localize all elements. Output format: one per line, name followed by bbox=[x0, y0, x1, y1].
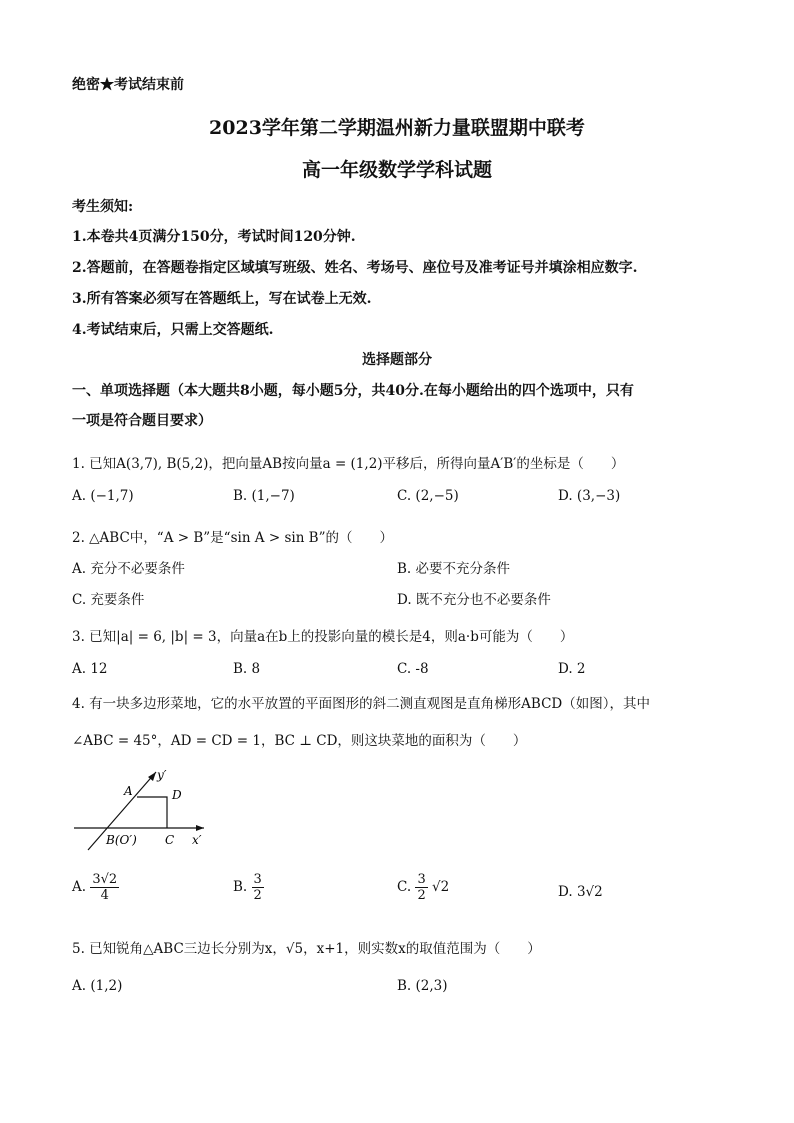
point-d-label: D bbox=[172, 788, 182, 802]
x-axis-arrow bbox=[196, 825, 204, 831]
question-4-line2: ∠ABC = 45°，AD = CD = 1，BC ⊥ CD，则这块菜地的面积为（ ） bbox=[72, 733, 527, 749]
q1-option-a: A. (−1,7) bbox=[72, 488, 134, 504]
q4-option-d-label: D. bbox=[558, 884, 573, 900]
q4-option-c-fraction bbox=[415, 872, 427, 903]
q4-option-a-denominator: 4 bbox=[100, 888, 109, 903]
q4-option-a bbox=[72, 872, 119, 903]
q4-option-b-numerator: 3 bbox=[253, 872, 262, 887]
section-title: 选择题部分 bbox=[362, 352, 432, 368]
trapezoid-figure bbox=[70, 764, 220, 854]
secret-label: 绝密★考试结束前 bbox=[72, 77, 184, 93]
notice-item-3: 3.所有答案必须写在答题纸上，写在试卷上无效. bbox=[72, 291, 372, 307]
point-c-label: C bbox=[165, 833, 175, 847]
q4-option-b bbox=[233, 872, 264, 903]
q3-option-b: B. 8 bbox=[233, 661, 261, 677]
part1-heading-line1: 一、单项选择题（本大题共8小题，每小题5分，共40分.在每小题给出的四个选项中，只有 bbox=[72, 383, 634, 399]
q3-option-d: D. 2 bbox=[558, 661, 586, 677]
q1-option-c: C. (2,−5) bbox=[397, 488, 459, 504]
q5-option-a: A. (1,2) bbox=[72, 978, 123, 994]
q2-option-d: D. 既不充分也不必要条件 bbox=[397, 592, 551, 608]
question-5: 5. 已知锐角△ABC三边长分别为x，√5，x+1，则实数x的取值范围为（ ） bbox=[72, 941, 541, 957]
point-a-label: A bbox=[124, 784, 133, 798]
q4-option-c-denominator: 2 bbox=[417, 888, 426, 903]
q1-option-d: D. (3,−3) bbox=[558, 488, 621, 504]
exam-title: 2023学年第二学期温州新力量联盟期中联考 bbox=[209, 117, 585, 139]
question-3: 3. 已知|a| = 6, |b| = 3，向量a在b上的投影向量的模长是4，则a·b可能为（ ） bbox=[72, 629, 574, 645]
q4-option-a-fraction bbox=[90, 872, 119, 903]
q1-option-b: B. (1,−7) bbox=[233, 488, 295, 504]
q5-option-b: B. (2,3) bbox=[397, 978, 448, 994]
exam-subtitle: 高一年级数学学科试题 bbox=[301, 159, 492, 181]
notice-item-1: 1.本卷共4页满分150分，考试时间120分钟. bbox=[72, 229, 356, 245]
q2-option-c: C. 充要条件 bbox=[72, 592, 145, 608]
q4-option-b-denominator: 2 bbox=[253, 888, 262, 903]
x-axis-label: x′ bbox=[192, 833, 202, 847]
q4-option-b-fraction bbox=[252, 872, 264, 903]
q4-option-c-numerator: 3 bbox=[417, 872, 426, 887]
notice-item-2: 2.答题前，在答题卷指定区域填写班级、姓名、考场号、座位号及准考证号并填涂相应数字. bbox=[72, 260, 638, 276]
q4-option-d-value: 3√2 bbox=[576, 884, 603, 900]
q4-option-c bbox=[397, 872, 449, 903]
q2-option-a: A. 充分不必要条件 bbox=[72, 561, 185, 577]
q4-option-a-label: A. bbox=[72, 879, 87, 895]
notice-item-4: 4.考试结束后，只需上交答题纸. bbox=[72, 322, 274, 338]
notice-heading: 考生须知: bbox=[72, 199, 134, 215]
part1-heading-line2: 一项是符合题目要求） bbox=[72, 413, 212, 429]
q4-option-a-numerator: 3√2 bbox=[92, 872, 118, 887]
q3-option-c: C. -8 bbox=[397, 661, 429, 677]
q4-option-d bbox=[558, 884, 603, 900]
q4-option-b-label: B. bbox=[233, 879, 248, 895]
q2-option-b: B. 必要不充分条件 bbox=[397, 561, 511, 577]
y-axis-label: y′ bbox=[157, 768, 167, 782]
q4-option-c-tail: √2 bbox=[432, 879, 450, 895]
question-4-line1: 4. 有一块多边形菜地，它的水平放置的平面图形的斜二测直观图是直角梯形ABCD（如图），其中 bbox=[72, 696, 650, 712]
q3-option-a: A. 12 bbox=[72, 661, 108, 677]
point-b-label: B(O′) bbox=[106, 833, 137, 847]
q4-option-c-label: C. bbox=[397, 879, 412, 895]
question-2: 2. △ABC中，“A > B”是“sin A > sin B”的（ ） bbox=[72, 530, 394, 546]
trapezoid-edges bbox=[137, 797, 167, 828]
question-1: 1. 已知A(3,7), B(5,2)，把向量AB按向量a = (1,2)平移后，所得向量A′B′的坐标是（ ） bbox=[72, 456, 625, 472]
